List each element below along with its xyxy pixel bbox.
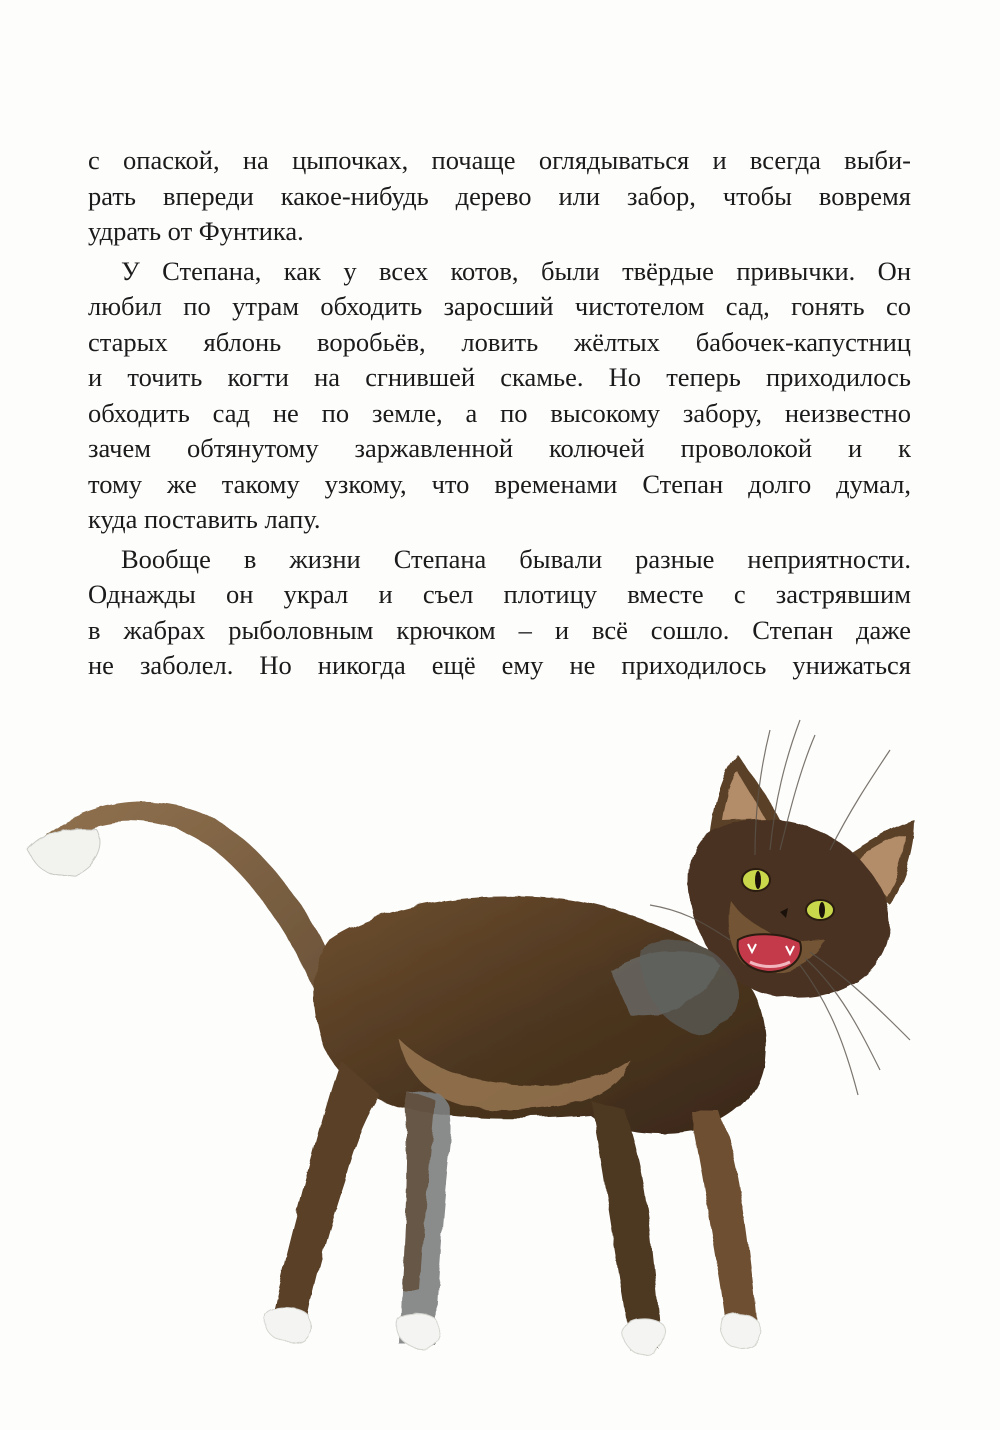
text-line: куда поставить лапу. [88, 504, 321, 534]
text-line: зачем обтянутому заржавленной колючей проволокой и к [88, 433, 911, 463]
text-line: старых яблонь воробьёв, ловить жёлтых бабочек-капустниц [88, 326, 911, 357]
text-line: в жабрах рыболовным крючком – и всё сошло. Степан даже [88, 614, 911, 645]
text-line: не заболел. Но никогда ещё ему не приходилось унижаться [88, 650, 911, 680]
text-line: с опаской, на цыпочках, почаще оглядываться и всегда выби- [88, 145, 911, 175]
text-line: и точить когти на сгнившей скамье. Но теперь приходилось [88, 362, 911, 392]
text-line: обходить сад не по земле, а по высокому забору, неизвестно [88, 397, 911, 428]
text-line: тому же такому узкому, что временами Степан долго думал, [88, 468, 911, 499]
cat-illustration [10, 700, 990, 1420]
text-line: У Степана, как у всех котов, были твёрдые привычки. Он [121, 255, 911, 286]
text-line: рать впереди какое-нибудь дерево или забор, чтобы вовремя [88, 180, 911, 211]
text-line: Вообще в жизни Степана бывали разные неприятности. [121, 543, 911, 574]
text-line: удрать от Фунтика. [88, 216, 304, 246]
text-line: любил по утрам обходить заросший чистотелом сад, гонять со [88, 291, 911, 321]
page-text [88, 143, 911, 684]
text-line: Однажды он украл и съел плотицу вместе с застрявшим [88, 579, 911, 609]
